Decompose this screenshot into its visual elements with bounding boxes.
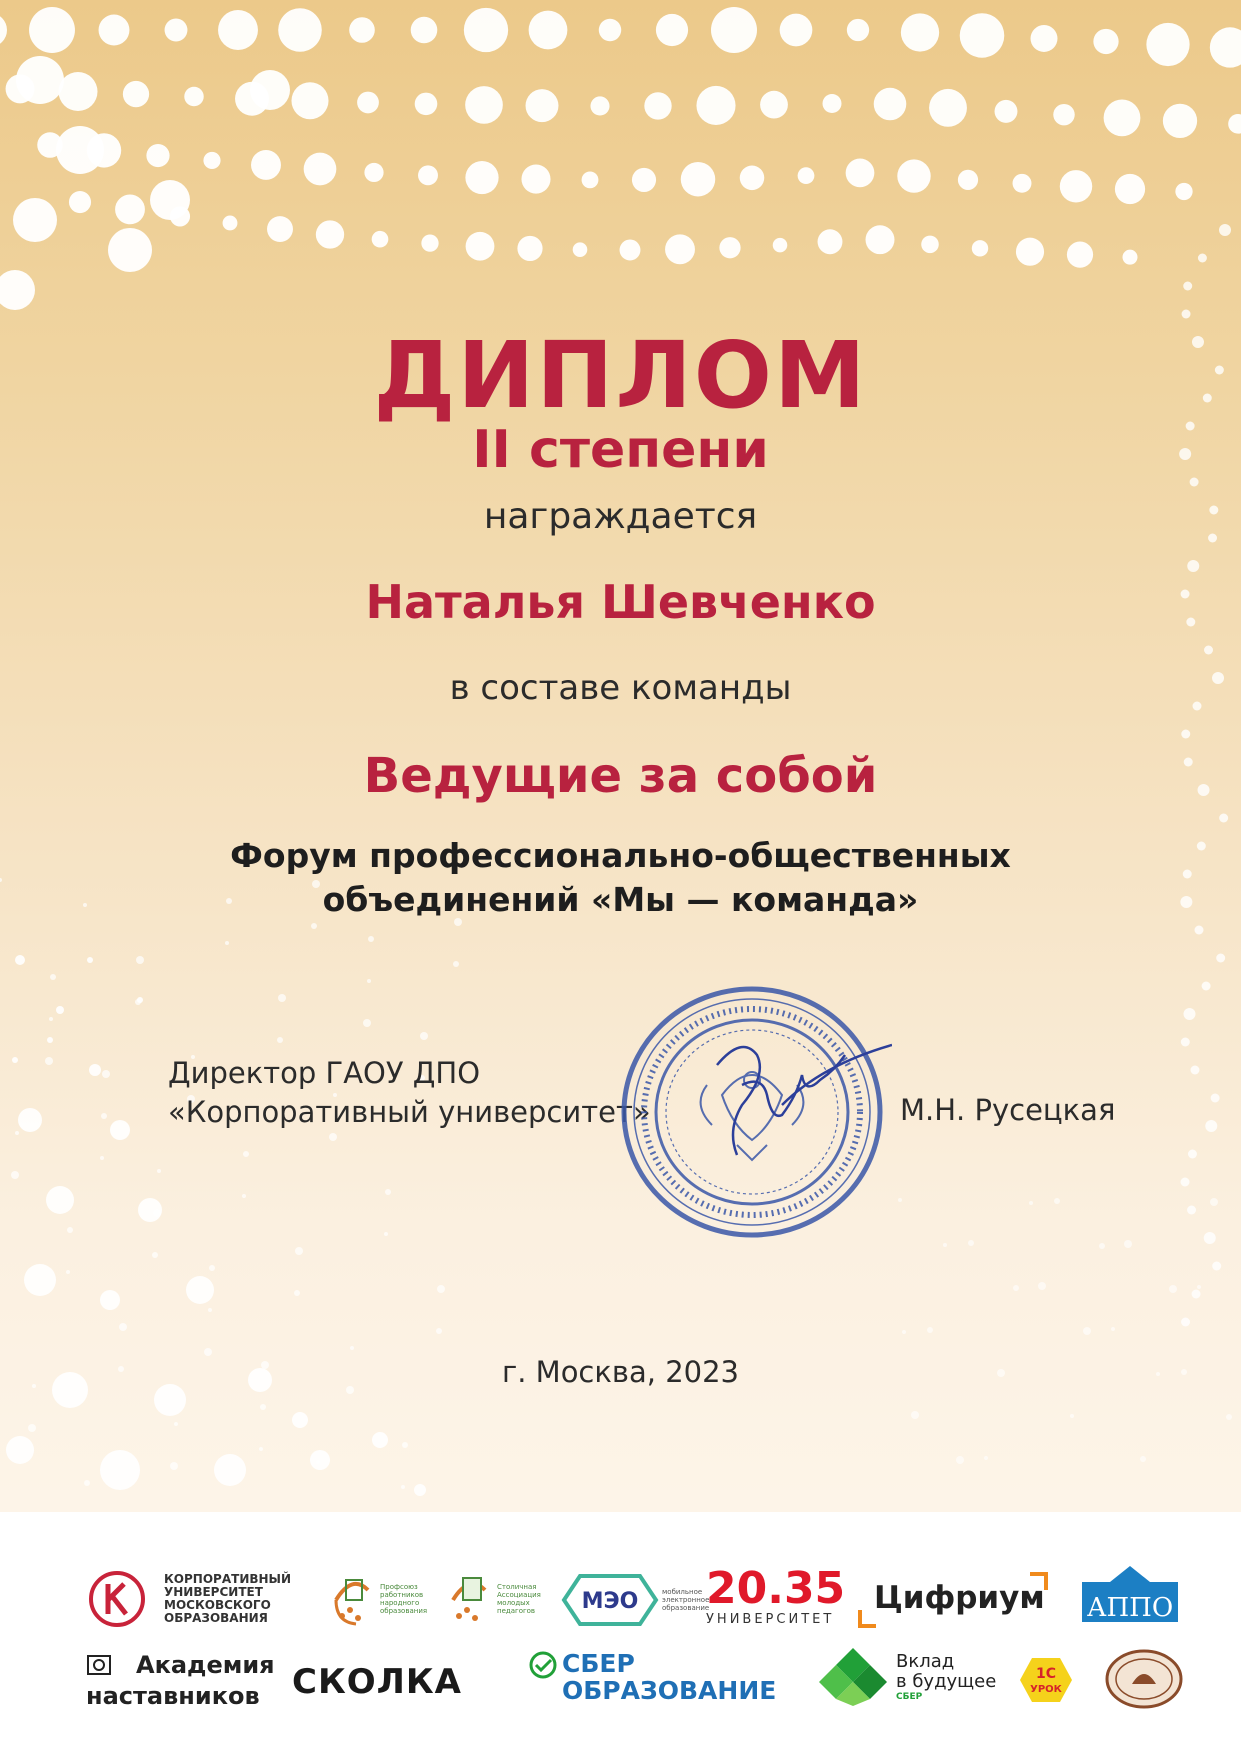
decor-dot [170, 1462, 178, 1470]
logo-akademiya-nastavnikov [86, 1651, 275, 1710]
decor-dot [599, 19, 621, 41]
partner-logos-footer [0, 1512, 1241, 1754]
decor-dot [773, 238, 788, 253]
decor-dot [99, 15, 130, 46]
u2035-number: 20.35 [706, 1563, 846, 1614]
akademiya-line-2: наставников [86, 1682, 260, 1710]
meo-sub-2: электронное [662, 1596, 710, 1604]
decor-dot [418, 165, 438, 185]
vklad-icon [816, 1646, 890, 1708]
decor-dot [529, 11, 568, 50]
assoc-line-4: педагогов [497, 1607, 536, 1615]
appo-text: АППО [1086, 1593, 1174, 1623]
decor-dot [67, 1227, 73, 1233]
decor-dot [898, 1198, 902, 1202]
decor-dot [87, 957, 93, 963]
decor-dot [1031, 25, 1058, 52]
decor-dot [16, 56, 64, 104]
forum-line-2: объединений «Мы — команда» [322, 880, 919, 919]
decor-dot [1104, 99, 1141, 136]
decor-dot [1029, 1201, 1033, 1205]
decor-dot [100, 1450, 140, 1490]
decor-dot [960, 13, 1005, 58]
decor-dot [367, 979, 371, 983]
decor-dot [292, 1412, 308, 1428]
decor-dot [818, 229, 843, 254]
decor-dot [242, 1194, 246, 1198]
urok-1c: 1С [1035, 1666, 1057, 1682]
director-title [168, 1054, 651, 1132]
decor-dot [6, 1436, 34, 1464]
decor-dot [110, 1120, 130, 1140]
logo-association-seal [1104, 1648, 1184, 1710]
decor-dot [89, 1064, 101, 1076]
decor-dot [1194, 926, 1203, 935]
logo-profsoyuz [328, 1570, 427, 1628]
decor-dot [1053, 104, 1074, 125]
decor-dot [295, 1247, 303, 1255]
corp-univ-line-4: ОБРАЗОВАНИЯ [164, 1611, 268, 1625]
decor-dot [437, 1285, 445, 1293]
decor-dot [186, 1276, 214, 1304]
decor-dot [225, 941, 229, 945]
decor-dot [911, 1411, 919, 1419]
decor-dot [135, 999, 141, 1005]
awarded-label: награждается [483, 496, 758, 537]
decor-dot [153, 1209, 161, 1217]
decor-dot [15, 955, 25, 965]
decor-dot [1146, 23, 1189, 66]
decor-dot [972, 240, 988, 256]
team-label: в составе команды [449, 668, 792, 708]
decor-dot [681, 162, 715, 196]
decor-dot [218, 10, 258, 50]
decor-dot [368, 936, 374, 942]
sber-line-2: ОБРАЗОВАНИЕ [562, 1676, 777, 1705]
decor-dot [0, 270, 35, 310]
decor-dot [311, 923, 317, 929]
logo-sber-obrazovanie [528, 1650, 776, 1704]
decor-dot [929, 89, 967, 127]
city-year: г. Москва, 2023 [502, 1355, 739, 1389]
decor-dot [310, 1450, 330, 1470]
decor-dot [259, 1447, 263, 1451]
decor-dot [421, 235, 438, 252]
decor-dot [250, 70, 290, 110]
decor-dot [1070, 1414, 1074, 1418]
appo-icon [1080, 1564, 1180, 1624]
decor-dot [1013, 1285, 1019, 1291]
decor-dot [847, 19, 869, 41]
recipient-name: Наталья Шевченко [365, 575, 876, 629]
decor-dot [119, 1323, 127, 1331]
decor-dot [267, 216, 293, 242]
vklad-line-2: в будущее [896, 1671, 997, 1692]
decor-dot [526, 89, 559, 122]
decor-dot [1188, 1150, 1197, 1159]
decor-dot [203, 152, 220, 169]
decor-dot [582, 171, 599, 188]
decor-dot [943, 1243, 947, 1247]
decor-dot [590, 96, 609, 115]
decor-dot [517, 236, 542, 261]
decor-dot [304, 153, 337, 186]
decor-dot [1181, 1178, 1190, 1187]
decor-dot [329, 1133, 337, 1141]
decor-dot [436, 1328, 442, 1334]
decor-dot [1181, 730, 1190, 739]
decor-dot [874, 88, 907, 121]
profsoyuz-line-1: Профсоюз [380, 1583, 418, 1591]
decor-dot [56, 126, 104, 174]
association-seal-icon [1104, 1648, 1184, 1710]
decor-dot [372, 1432, 388, 1448]
decor-dot [278, 994, 286, 1002]
decor-dot [1190, 1066, 1199, 1075]
profsoyuz-line-2: работников [380, 1591, 424, 1599]
decor-dot [357, 92, 379, 114]
corp-univ-line-3: МОСКОВСКОГО [164, 1598, 271, 1612]
logo-cifrium [858, 1572, 1048, 1628]
team-name: Ведущие за собой [363, 748, 878, 804]
decor-dot [243, 1151, 249, 1157]
decor-dot [1204, 1232, 1216, 1244]
decor-dot [1067, 242, 1093, 268]
decor-dot [464, 8, 508, 52]
decor-dot [66, 1270, 70, 1274]
decor-dot [1216, 954, 1225, 963]
decor-dot [278, 8, 322, 52]
decor-dot [711, 7, 757, 53]
decor-dot [157, 1169, 161, 1173]
decor-dot [401, 1485, 405, 1489]
corp-univ-icon [88, 1570, 146, 1628]
decor-dot [363, 1019, 371, 1027]
decor-dot [573, 242, 588, 257]
decor-dot [719, 237, 740, 258]
decor-dot [28, 1424, 36, 1432]
decor-dot [1122, 250, 1137, 265]
decor-dot [798, 167, 815, 184]
decor-dot [402, 1442, 408, 1448]
decor-dot [364, 163, 383, 182]
decor-dot [1111, 1327, 1115, 1331]
logo-university-2035 [706, 1563, 846, 1627]
decor-dot [1219, 224, 1231, 236]
decor-dot [620, 240, 641, 261]
decor-dot [1054, 1198, 1060, 1204]
decor-dot [420, 1032, 428, 1040]
u2035-label: УНИВЕРСИТЕТ [706, 1612, 835, 1627]
forum-line-1: Форум профессионально-общественных [230, 836, 1011, 875]
assoc-icon [445, 1570, 493, 1628]
decor-dot [29, 7, 75, 53]
decor-dot [102, 1070, 110, 1078]
decor-dot [1197, 1285, 1201, 1289]
decor-dot [184, 87, 203, 106]
decor-dot [1099, 1243, 1105, 1249]
decor-dot [1198, 254, 1207, 263]
decor-dot [1163, 104, 1197, 138]
meo-sub-1: мобильное [662, 1588, 703, 1596]
decor-dot [1038, 1282, 1046, 1290]
decor-dot [1083, 1327, 1091, 1335]
decor-dot [921, 236, 939, 254]
decor-dot [24, 1264, 56, 1296]
decor-dot [521, 165, 550, 194]
director-line-1: Директор ГАОУ ДПО [168, 1056, 481, 1090]
decor-dot [101, 1113, 107, 1119]
decor-dot [665, 234, 695, 264]
decor-dot [968, 1240, 974, 1246]
signer-name: М.Н. Русецкая [900, 1093, 1116, 1127]
decor-dot [1211, 1094, 1220, 1103]
meo-text: МЭО [581, 1589, 639, 1614]
decor-dot [209, 1265, 215, 1271]
decor-dot [50, 974, 56, 980]
decor-dot [291, 82, 328, 119]
decor-dot [316, 1460, 320, 1464]
decor-dot [1183, 1008, 1195, 1020]
decor-dot [0, 13, 7, 47]
assoc-line-3: молодых [497, 1599, 530, 1607]
decor-dot [823, 94, 842, 113]
decor-dot [1182, 310, 1191, 319]
decor-dot [108, 228, 152, 272]
decor-dot [956, 1456, 964, 1464]
logo-skolka [292, 1662, 462, 1702]
logo-meo [560, 1572, 709, 1628]
decor-dot [136, 956, 144, 964]
decor-dot [45, 1057, 53, 1065]
decor-dot [174, 1422, 178, 1426]
decor-dot [1183, 282, 1192, 291]
decor-dot [1181, 1318, 1190, 1327]
decor-dot [58, 72, 97, 111]
decor-dot [415, 93, 438, 116]
decor-dot [1016, 238, 1044, 266]
decor-dot [46, 1186, 74, 1214]
decor-dot [927, 1327, 933, 1333]
decor-dot [632, 168, 656, 192]
profsoyuz-line-3: народного [380, 1599, 420, 1607]
decor-dot [656, 14, 688, 46]
logo-assoc-young-teachers [445, 1570, 541, 1628]
decor-dot [1204, 646, 1213, 655]
decor-dot [1093, 29, 1118, 54]
decor-dot [11, 1171, 19, 1179]
decor-dot [214, 1454, 246, 1486]
profsoyuz-line-4: образования [380, 1607, 428, 1615]
decor-dot [1210, 1198, 1218, 1206]
decor-dot [15, 1131, 19, 1135]
decor-dot [1192, 1290, 1201, 1299]
decor-dot [866, 225, 895, 254]
decor-dot [1226, 1414, 1232, 1420]
logo-vklad-v-budushchee [816, 1646, 996, 1708]
sber-icon [528, 1650, 558, 1680]
decor-dot [260, 1404, 266, 1410]
decor-dot [146, 144, 169, 167]
corp-univ-line-1: КОРПОРАТИВНЫЙ [164, 1572, 292, 1586]
urok-label: УРОК [1030, 1684, 1062, 1695]
decor-dot [372, 231, 389, 248]
corp-univ-line-2: УНИВЕРСИТЕТ [164, 1585, 263, 1599]
decor-dot [1212, 1262, 1221, 1271]
decor-dot [69, 191, 91, 213]
decor-dot [740, 166, 765, 191]
decor-dot [1210, 27, 1241, 67]
decor-dot [385, 1189, 391, 1195]
logo-appo [1080, 1564, 1180, 1624]
decor-dot [1205, 1120, 1217, 1132]
decor-dot [902, 1330, 906, 1334]
decor-dot [294, 1290, 300, 1296]
decor-dot [1181, 1038, 1190, 1047]
decor-dot [1013, 174, 1032, 193]
decor-dot [465, 161, 498, 194]
decor-dot [995, 100, 1018, 123]
1c-urok-icon [1018, 1656, 1074, 1704]
decor-dot [780, 14, 813, 47]
decor-dot [150, 180, 190, 220]
decor-dot [18, 1108, 42, 1132]
vklad-line-3: СБЕР [896, 1692, 923, 1702]
decor-dot [1140, 1456, 1146, 1462]
decor-dot [47, 1037, 53, 1043]
stamp-seal [612, 975, 892, 1245]
decor-dot [152, 1252, 158, 1258]
decor-dot [115, 194, 145, 224]
decor-dot [414, 1484, 426, 1496]
director-line-2: «Корпоративный университет» [168, 1095, 651, 1129]
decor-dot [56, 1006, 64, 1014]
sber-line-1: СБЕР [562, 1649, 635, 1678]
decor-dot [84, 1480, 90, 1486]
diploma-degree: II степени [472, 420, 769, 480]
decor-dot [1187, 1206, 1196, 1215]
akademiya-icon [86, 1652, 126, 1682]
decor-dot [897, 159, 930, 192]
decor-dot [349, 17, 375, 43]
diploma-title: ДИПЛОМ [373, 322, 868, 429]
decor-dot [100, 1290, 120, 1310]
decor-dot [316, 220, 344, 248]
decor-dot [760, 91, 788, 119]
assoc-line-1: Столичная [497, 1583, 537, 1591]
decor-dot [465, 86, 503, 124]
decor-dot [384, 1232, 388, 1236]
decor-dot [644, 92, 671, 119]
decor-dot [223, 216, 238, 231]
decor-dot [1060, 170, 1092, 202]
akademiya-line-1: Академия [136, 1651, 275, 1679]
decor-dot [901, 13, 939, 51]
decor-dot [12, 1057, 18, 1063]
decor-dot [123, 81, 149, 107]
decor-dot [958, 170, 978, 190]
meo-sub-3: образование [662, 1604, 710, 1612]
decor-dot [277, 1037, 283, 1043]
decor-dot [1228, 114, 1241, 134]
decor-dot [1219, 814, 1228, 823]
cifrium-text: Цифриум [874, 1580, 1045, 1616]
logo-corporate-university [88, 1570, 291, 1628]
decor-dot [846, 159, 875, 188]
decor-dot [1124, 1240, 1132, 1248]
decor-dot [1115, 174, 1145, 204]
decor-dot [49, 1017, 53, 1021]
decor-dot [251, 150, 281, 180]
decor-dot [350, 1346, 354, 1350]
decor-dot [1202, 982, 1211, 991]
decor-dot [100, 1156, 104, 1160]
assoc-line-2: Ассоциация [497, 1591, 541, 1599]
decor-dot [696, 86, 735, 125]
decor-dot [13, 198, 57, 242]
forum-name [0, 834, 1241, 922]
decor-dot [453, 961, 459, 967]
meo-icon [560, 1572, 660, 1628]
decor-dot [1187, 560, 1199, 572]
decor-dot [208, 1308, 212, 1312]
decor-dot [1175, 183, 1192, 200]
decor-dot [984, 1456, 988, 1460]
decor-dot [165, 19, 188, 42]
decor-dot [466, 232, 495, 261]
skolka-text: СКОЛКА [292, 1662, 462, 1702]
decor-dot [1169, 1285, 1177, 1293]
profsoyuz-icon [328, 1570, 376, 1628]
vklad-line-1: Вклад [896, 1651, 955, 1672]
logo-1c-urok [1018, 1656, 1074, 1704]
decor-dot [411, 17, 438, 44]
